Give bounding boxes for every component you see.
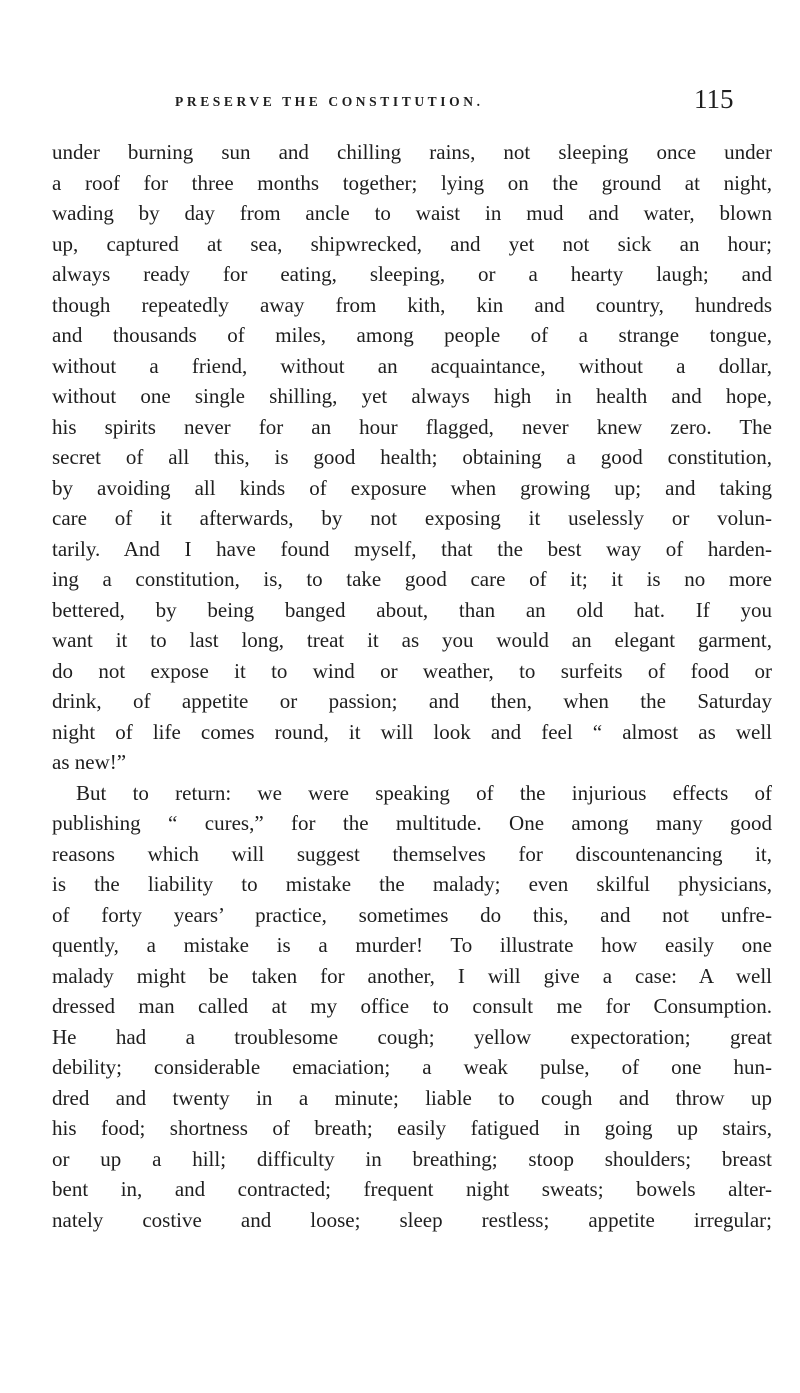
text-line: do not expose it to wind or weather, to surfeits of food or (52, 658, 772, 683)
text-line: quently, a mistake is a murder! To illustrate how easily one (52, 933, 772, 957)
text-line: ing a constitution, is, to take good care of it; it is no more (52, 567, 772, 591)
text-line: of forty years’ practice, sometimes do this, and not unfre- (52, 902, 772, 927)
text-line: without one single shilling, yet always high in health and hope, (52, 384, 772, 408)
text-line: dressed man called at my office to consult me for Consumption. (52, 994, 772, 1018)
text-line: bent in, and contracted; frequent night sweats; bowels alter- (52, 1177, 772, 1201)
text-line: always ready for eating, sleeping, or a hearty laugh; and (52, 262, 772, 286)
text-line: his food; shortness of breath; easily fatigued in going up stairs, (52, 1116, 772, 1140)
text-line: his spirits never for an hour flagged, never knew zero. The (52, 414, 772, 439)
text-line: nately costive and loose; sleep restless; appetite irregular; (52, 1207, 772, 1232)
text-line: up, captured at sea, shipwrecked, and yet not sick an hour; (52, 231, 772, 256)
running-title: PRESERVE THE CONSTITUTION. (175, 94, 484, 109)
text-line: night of life comes round, it will look and feel “ almost as well (52, 719, 772, 744)
text-line: bettered, by being banged about, than an old hat. If you (52, 597, 772, 622)
paragraph-end-line: as new!” (52, 750, 127, 774)
text-line: drink, of appetite or passion; and then, when the Saturday (52, 689, 772, 713)
text-line: malady might be taken for another, I will give a case: A well (52, 963, 772, 988)
text-line: under burning sun and chilling rains, not sleeping once under (52, 140, 772, 164)
text-line: publishing “ cures,” for the multitude. One among many good (52, 811, 772, 835)
text-line: though repeatedly away from kith, kin and country, hundreds (52, 292, 772, 317)
text-line: without a friend, without an acquaintance, without a dollar, (52, 353, 772, 378)
text-line: debility; considerable emaciation; a weak pulse, of one hun- (52, 1055, 772, 1079)
text-line: secret of all this, is good health; obtaining a good constitution, (52, 445, 772, 469)
text-line: or up a hill; difficulty in breathing; stoop shoulders; breast (52, 1146, 772, 1171)
text-line: care of it afterwards, by not exposing it uselessly or volun- (52, 506, 772, 530)
text-line: want it to last long, treat it as you would an elegant garment, (52, 628, 772, 652)
text-line: dred and twenty in a minute; liable to cough and throw up (52, 1085, 772, 1110)
text-line: by avoiding all kinds of exposure when growing up; and taking (52, 475, 772, 500)
text-line: He had a troublesome cough; yellow expectoration; great (52, 1024, 772, 1049)
running-head (0, 84, 800, 118)
text-line: and thousands of miles, among people of a strange tongue, (52, 323, 772, 347)
paragraph-first-line: But to return: we were speaking of the injurious effects of (76, 780, 772, 805)
text-line: wading by day from ancle to waist in mud and water, blown (52, 201, 772, 225)
text-line: a roof for three months together; lying on the ground at night, (52, 170, 772, 195)
text-line: is the liability to mistake the malady; even skilful physicians, (52, 872, 772, 896)
page-number: 115 (694, 84, 734, 114)
text-line: tarily. And I have found myself, that the best way of harden- (52, 536, 772, 561)
body-text (52, 137, 772, 1235)
text-line: reasons which will suggest themselves for discountenancing it, (52, 841, 772, 866)
